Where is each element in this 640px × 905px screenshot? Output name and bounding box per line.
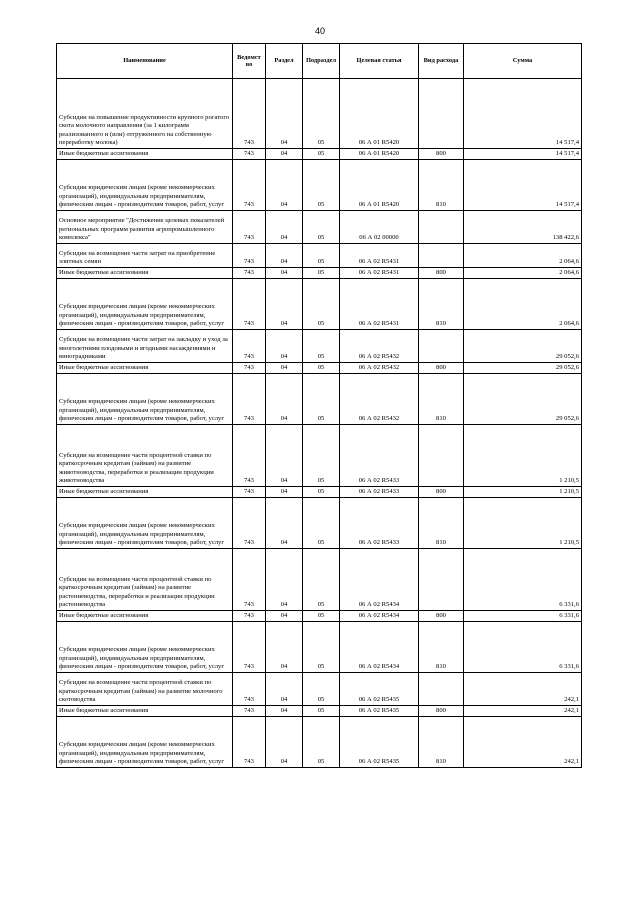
cell-sum: 14 517,4: [464, 149, 582, 160]
cell-section: 04: [266, 611, 303, 622]
cell-expense-type: 800: [419, 706, 464, 717]
cell-department: 743: [233, 160, 266, 211]
cell-department: 743: [233, 706, 266, 717]
cell-name: Иные бюджетные ассигнования: [57, 268, 233, 279]
cell-expense-type: 810: [419, 279, 464, 330]
cell-name: Субсидии на возмещение части процентной ставки по краткосрочным кредитам (займам) на развитие молочного скотоводства: [57, 673, 233, 706]
cell-department: 743: [233, 673, 266, 706]
cell-subsection: 05: [303, 160, 340, 211]
cell-sum: 6 331,6: [464, 611, 582, 622]
cell-expense-type: [419, 330, 464, 363]
cell-name: Иные бюджетные ассигнования: [57, 149, 233, 160]
table-row: [57, 622, 582, 673]
cell-subsection: 05: [303, 611, 340, 622]
cell-name: Субсидии на возмещение части процентной ставки по краткосрочным кредитам (займам) на развитие животноводства, переработки и реализации продукции животноводства: [57, 425, 233, 487]
cell-name: Иные бюджетные ассигнования: [57, 363, 233, 374]
cell-section: 04: [266, 160, 303, 211]
cell-department: 743: [233, 79, 266, 149]
cell-expense-type: [419, 549, 464, 611]
table-row: [57, 706, 582, 717]
cell-name: Субсидии юридическим лицам (кроме некоммерческих организаций), индивидуальным предпринимателям, физическим лицам - производителям товаров, работ, услуг: [57, 622, 233, 673]
cell-target-article: 06 А 02 R5435: [340, 717, 419, 768]
table-row: [57, 498, 582, 549]
table-row: [57, 717, 582, 768]
cell-sum: 6 331,6: [464, 622, 582, 673]
cell-target-article: 06 А 02 R5432: [340, 374, 419, 425]
cell-name: Субсидии на возмещение части затрат на закладку и уход за многолетними плодовыми и ягодными насаждениями и виноградниками: [57, 330, 233, 363]
cell-name: Иные бюджетные ассигнования: [57, 706, 233, 717]
cell-target-article: 06 А 02 00000: [340, 211, 419, 244]
table-row: [57, 611, 582, 622]
table-row: [57, 149, 582, 160]
cell-sum: 2 064,6: [464, 244, 582, 268]
cell-sum: 1 210,5: [464, 498, 582, 549]
header-subsection: Подраздел: [303, 44, 340, 79]
cell-expense-type: 810: [419, 717, 464, 768]
cell-subsection: 05: [303, 706, 340, 717]
cell-section: 04: [266, 706, 303, 717]
cell-target-article: 06 А 02 R5433: [340, 487, 419, 498]
cell-section: 04: [266, 211, 303, 244]
cell-section: 04: [266, 374, 303, 425]
cell-department: 743: [233, 279, 266, 330]
cell-subsection: 05: [303, 673, 340, 706]
cell-sum: 14 517,4: [464, 79, 582, 149]
cell-department: 743: [233, 611, 266, 622]
cell-subsection: 05: [303, 330, 340, 363]
header-sum: Сумма: [464, 44, 582, 79]
cell-subsection: 05: [303, 279, 340, 330]
cell-section: 04: [266, 149, 303, 160]
cell-sum: 29 052,6: [464, 330, 582, 363]
cell-sum: 242,1: [464, 673, 582, 706]
cell-department: 743: [233, 425, 266, 487]
cell-department: 743: [233, 149, 266, 160]
cell-subsection: 05: [303, 268, 340, 279]
table-row: [57, 279, 582, 330]
table-header-row: [57, 44, 582, 79]
cell-department: 743: [233, 717, 266, 768]
cell-name: Основное мероприятие "Достижение целевых показателей региональных программ развития агропромышленного комплекса": [57, 211, 233, 244]
cell-target-article: 06 А 02 R5435: [340, 673, 419, 706]
cell-name: Субсидии юридическим лицам (кроме некоммерческих организаций), индивидуальным предпринимателям, физическим лицам - производителям товаров, работ, услуг: [57, 717, 233, 768]
cell-department: 743: [233, 244, 266, 268]
cell-sum: 242,1: [464, 717, 582, 768]
cell-department: 743: [233, 487, 266, 498]
table-row: [57, 487, 582, 498]
table-row: [57, 425, 582, 487]
table-row: [57, 160, 582, 211]
cell-name: Субсидии на возмещение части процентной ставки по краткосрочным кредитам (займам) на развитие растениеводства, переработки и реализации продукции растениеводства: [57, 549, 233, 611]
cell-name: Субсидии юридическим лицам (кроме некоммерческих организаций), индивидуальным предпринимателям, физическим лицам - производителям товаров, работ, услуг: [57, 498, 233, 549]
cell-target-article: 06 А 02 R5432: [340, 330, 419, 363]
cell-expense-type: 810: [419, 374, 464, 425]
cell-name: Субсидии юридическим лицам (кроме некоммерческих организаций), индивидуальным предпринимателям, физическим лицам - производителям товаров, работ, услуг: [57, 279, 233, 330]
cell-section: 04: [266, 279, 303, 330]
cell-section: 04: [266, 79, 303, 149]
cell-sum: 242,1: [464, 706, 582, 717]
cell-expense-type: 800: [419, 363, 464, 374]
cell-section: 04: [266, 622, 303, 673]
table-row: [57, 79, 582, 149]
cell-name: Субсидии юридическим лицам (кроме некоммерческих организаций), индивидуальным предпринимателям, физическим лицам - производителям товаров, работ, услуг: [57, 374, 233, 425]
table-row: [57, 268, 582, 279]
table-row: [57, 549, 582, 611]
cell-subsection: 05: [303, 487, 340, 498]
cell-section: 04: [266, 268, 303, 279]
cell-subsection: 05: [303, 498, 340, 549]
cell-name: Субсидии на повышение продуктивности крупного рогатого скота молочного направления (за 1 килограмм реализованного и (или) отгруженного на собственную переработку молока): [57, 79, 233, 149]
cell-subsection: 05: [303, 622, 340, 673]
cell-subsection: 05: [303, 717, 340, 768]
cell-subsection: 05: [303, 211, 340, 244]
cell-department: 743: [233, 211, 266, 244]
cell-department: 743: [233, 374, 266, 425]
cell-sum: 6 331,6: [464, 549, 582, 611]
cell-target-article: 06 А 02 R5435: [340, 706, 419, 717]
cell-expense-type: [419, 425, 464, 487]
cell-name: Иные бюджетные ассигнования: [57, 487, 233, 498]
cell-department: 743: [233, 622, 266, 673]
cell-target-article: 06 А 01 R5420: [340, 79, 419, 149]
header-expense-type: Вид расхода: [419, 44, 464, 79]
table-row: [57, 211, 582, 244]
cell-subsection: 05: [303, 374, 340, 425]
cell-sum: 29 052,6: [464, 374, 582, 425]
cell-section: 04: [266, 244, 303, 268]
cell-name: Субсидии на возмещение части затрат на приобретение элитных семян: [57, 244, 233, 268]
cell-section: 04: [266, 498, 303, 549]
header-name: Наименование: [57, 44, 233, 79]
cell-department: 743: [233, 330, 266, 363]
cell-sum: 2 064,6: [464, 268, 582, 279]
cell-target-article: 06 А 02 R5433: [340, 425, 419, 487]
cell-target-article: 06 А 02 R5431: [340, 279, 419, 330]
cell-subsection: 05: [303, 244, 340, 268]
cell-sum: 29 052,6: [464, 363, 582, 374]
cell-sum: 14 517,4: [464, 160, 582, 211]
budget-table: [56, 43, 582, 768]
cell-section: 04: [266, 549, 303, 611]
cell-expense-type: 800: [419, 149, 464, 160]
cell-section: 04: [266, 425, 303, 487]
table-row: [57, 673, 582, 706]
cell-sum: 2 064,6: [464, 279, 582, 330]
cell-expense-type: [419, 79, 464, 149]
cell-department: 743: [233, 549, 266, 611]
header-target-article: Целевая статья: [340, 44, 419, 79]
cell-sum: 138 422,6: [464, 211, 582, 244]
cell-sum: 1 210,5: [464, 425, 582, 487]
cell-subsection: 05: [303, 549, 340, 611]
cell-target-article: 06 А 02 R5434: [340, 611, 419, 622]
cell-target-article: 06 А 02 R5433: [340, 498, 419, 549]
page-number: 40: [314, 26, 325, 36]
table-row: [57, 330, 582, 363]
cell-department: 743: [233, 498, 266, 549]
cell-sum: 1 210,5: [464, 487, 582, 498]
cell-target-article: 06 А 01 R5420: [340, 149, 419, 160]
cell-expense-type: [419, 673, 464, 706]
cell-section: 04: [266, 363, 303, 374]
cell-expense-type: 800: [419, 611, 464, 622]
cell-name: Субсидии юридическим лицам (кроме некоммерческих организаций), индивидуальным предпринимателям, физическим лицам - производителям товаров, работ, услуг: [57, 160, 233, 211]
cell-expense-type: [419, 244, 464, 268]
cell-section: 04: [266, 717, 303, 768]
cell-expense-type: 800: [419, 487, 464, 498]
cell-subsection: 05: [303, 425, 340, 487]
cell-target-article: 06 А 02 R5434: [340, 549, 419, 611]
table-row: [57, 363, 582, 374]
cell-subsection: 05: [303, 363, 340, 374]
header-section: Раздел: [266, 44, 303, 79]
cell-target-article: 06 А 02 R5432: [340, 363, 419, 374]
header-department: Ведомст во: [233, 44, 266, 79]
cell-expense-type: 810: [419, 622, 464, 673]
cell-expense-type: 810: [419, 160, 464, 211]
cell-department: 743: [233, 363, 266, 374]
cell-target-article: 06 А 02 R5434: [340, 622, 419, 673]
cell-expense-type: [419, 211, 464, 244]
table-row: [57, 374, 582, 425]
cell-target-article: 06 А 02 R5431: [340, 244, 419, 268]
cell-department: 743: [233, 268, 266, 279]
cell-expense-type: 810: [419, 498, 464, 549]
cell-expense-type: 800: [419, 268, 464, 279]
cell-section: 04: [266, 673, 303, 706]
cell-name: Иные бюджетные ассигнования: [57, 611, 233, 622]
cell-section: 04: [266, 330, 303, 363]
cell-section: 04: [266, 487, 303, 498]
cell-subsection: 05: [303, 149, 340, 160]
table-row: [57, 244, 582, 268]
cell-target-article: 06 А 01 R5420: [340, 160, 419, 211]
cell-subsection: 05: [303, 79, 340, 149]
table-body: [57, 79, 582, 768]
cell-target-article: 06 А 02 R5431: [340, 268, 419, 279]
